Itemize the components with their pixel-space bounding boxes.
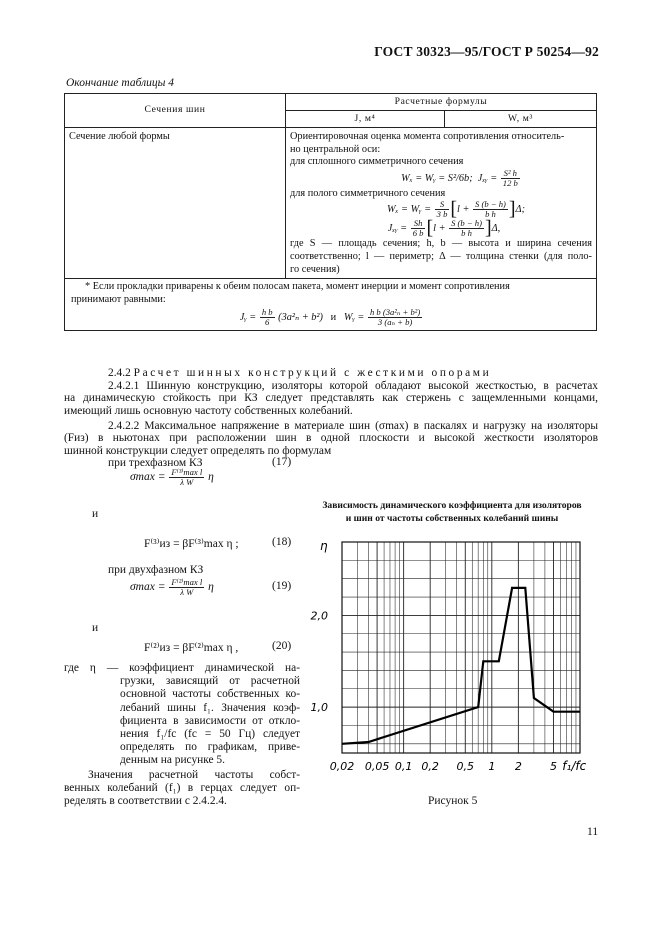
where-line: го сечения)	[290, 263, 340, 275]
fraction: $\frac{\text{F⁽²⁾max l}}{\text{λ W}}$	[171, 577, 203, 597]
cell-formulas	[286, 128, 597, 279]
hollow-label: для полого симметричного сечения	[290, 187, 446, 199]
section-heading	[64, 367, 598, 379]
x-tick-label: 0,5	[456, 760, 475, 773]
desc-line: для сплошного симметричного сечения	[290, 156, 464, 168]
equation-20: F⁽²⁾из = βF⁽²⁾max η ,	[144, 642, 239, 654]
fraction: $\frac{S (b - h)}{\text{b h}}$	[451, 218, 482, 239]
col-header-section: Сечения шин	[65, 94, 286, 128]
cell-section: Сечение любой формы	[65, 128, 286, 279]
x-tick-label: 0,2	[421, 760, 439, 773]
table-footnote	[65, 279, 597, 331]
where-eta-block: где η — коэффициент динамической на- грузки, зависящий от расчетной основной частоты собственных ко- лебаний шины f₁. Значения коэф- фициента в зависимости от откло- нения f₁/fc (fc = 50 Гц) следует определять по графикам, приве- денным на рисунке 5.	[64, 662, 300, 767]
and-label: и	[92, 622, 99, 634]
fraction: $\frac{S}{3 b}$	[436, 199, 448, 220]
table-caption: Окончание таблицы 4	[66, 77, 174, 89]
fraction: $\frac{\text{h b}}{6}$	[261, 307, 273, 328]
chart-frame	[342, 542, 580, 753]
equation-20-number: (20)	[272, 640, 292, 652]
x-tick-label: 1	[488, 760, 496, 773]
fraction: $\frac{\text{F⁽³⁾max l}}{\text{λ W}}$	[171, 467, 203, 487]
x-tick-label: 0,02	[329, 760, 355, 773]
x-tick-label: 0,05	[364, 760, 390, 773]
footnote-equations: Jᵧ = $\frac{\text{h b}}{6}$ (3a²ₙ + b²) и Wᵧ = $\frac{\text{h b (3a²ₙ + b²)}}{\text{3 (aₙ + b)}}$	[239, 307, 421, 328]
y-tick-label: 2,0	[310, 609, 328, 623]
and-label: и	[92, 508, 99, 520]
eta-curve	[342, 588, 580, 744]
eq-solid	[290, 169, 592, 188]
equation-19: σmax = $\frac{\text{F⁽²⁾max l}}{\text{λ W}}$ η	[130, 577, 214, 597]
eq-solid-w: Wₓ = Wᵧ = S²/6b;	[401, 172, 473, 184]
figure-caption: Рисунок 5	[428, 795, 478, 807]
footnote-line: принимают равными:	[71, 293, 166, 305]
col-header-formulas: Расчетные формулы	[286, 94, 597, 111]
equation-18-number: (18)	[272, 536, 292, 548]
desc-line: но центральной оси:	[290, 143, 381, 155]
section-title: Расчет шинных конструкций с жесткими опорами	[133, 367, 492, 379]
eq-solid-j-pre: Jₓᵧ =	[477, 172, 498, 184]
eq-hollow-j: Jₓᵧ = $\frac{Sh}{6 b}$ [l + $\frac{S (b - h)}{\text{b h}}$ ]Δ,	[387, 217, 501, 240]
y-tick-label: 1,0	[310, 701, 328, 715]
eq-solid-fraction: $\frac{\text{S² h}}{12 b}$	[502, 167, 518, 188]
chart-title: Зависимость динамического коэффициента для изоляторов и шин от частоты собственных колебаний шины	[322, 500, 582, 524]
x-tick-label: 5	[549, 760, 557, 773]
page-header: ГОСТ 30323—95/ГОСТ Р 50254—92	[374, 44, 599, 59]
eta-chart	[300, 530, 600, 790]
footnote-line: * Если прокладки приварены к обеим полосам пакета, момент инерции и момент сопротивления	[85, 281, 510, 293]
x-tick-label: 0,1	[394, 760, 413, 773]
equation-17-number: (17)	[272, 456, 292, 468]
page-number: 11	[587, 826, 599, 838]
equation-19-number: (19)	[272, 580, 292, 592]
x-tick-labels	[330, 760, 557, 773]
y-tick-labels	[311, 609, 329, 714]
col-header-j: J, м⁴	[286, 111, 445, 128]
where-line: где S — площадь сечения; h, b — высота и ширина сечения	[290, 238, 592, 250]
section-number: 2.4.2	[108, 367, 131, 379]
paragraph-2422: 2.4.2.2 Максимальное напряжение в материале шин (σmax) в паскалях и нагрузку на изоляторы (Fиз) в ньютонах при расположении шин в одной плоскости и высокой жесткости изоляторов шинной конструкции следует определять по формулам	[64, 420, 598, 457]
eq-hollow-w: Wₓ = Wᵧ = $\frac{S}{3 b}$ [l + $\frac{S (b - h)}{\text{b h}}$ ]Δ;	[386, 198, 526, 221]
table-4	[64, 93, 597, 331]
equation-18: F⁽³⁾из = βF⁽³⁾max η ;	[144, 538, 239, 550]
where-line: соответственно; l — периметр; Δ — толщина стенки (для поло-	[290, 250, 592, 262]
two-phase-label: при двухфазном КЗ	[108, 564, 204, 576]
fraction: $\frac{Sh}{6 b}$	[412, 218, 424, 239]
x-axis-label: f₁/fc	[562, 759, 587, 773]
fraction: $\frac{\text{h b (3a²ₙ + b²)}}{\text{3 (aₙ + b)}}$	[369, 307, 421, 328]
paragraph-2421: 2.4.2.1 Шинную конструкцию, изоляторы которой обладают высокой жесткостью, в расчетах на динамическую стойкость при КЗ следует представлять как стержень с защемленными концами, имеющий лишь основную частоту собственных колебаний.	[64, 380, 598, 417]
equation-17: σmax = $\frac{\text{F⁽³⁾max l}}{\text{λ W}}$ η	[130, 467, 214, 487]
fraction: $\frac{S (b - h)}{\text{b h}}$	[475, 199, 506, 220]
col-header-w: W, м³	[445, 111, 597, 128]
y-axis-label: η	[320, 539, 328, 553]
final-paragraph: Значения расчетной частоты собст- венных колебаний (f₁) в герцах следует оп- ределять в соответствии с 2.4.2.4.	[64, 769, 300, 808]
three-phase-label: при трехфазном КЗ	[108, 457, 203, 469]
desc-line: Ориентировочная оценка момента сопротивления относитель-	[290, 131, 565, 142]
x-tick-label: 2	[514, 760, 522, 773]
chart-grid	[342, 542, 580, 753]
